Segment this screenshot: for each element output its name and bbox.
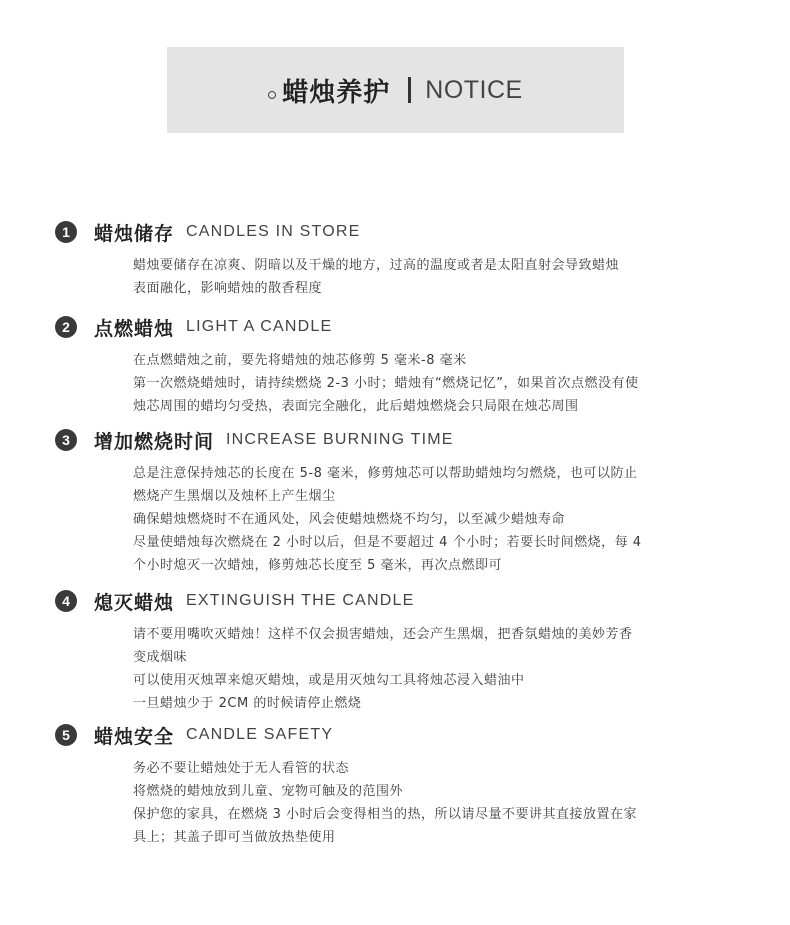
section-title-cn: 点燃蜡烛 — [94, 317, 175, 340]
section-title-en: CANDLES IN STORE — [186, 223, 361, 240]
title-banner — [167, 47, 624, 133]
body-line: 表面融化，影响蜡烛的散香程度 — [133, 281, 323, 296]
body-line: 总是注意保持烛芯的长度在 5-8 毫米，修剪烛芯可以帮助蜡烛均匀燃烧，也可以防止 — [133, 466, 638, 481]
section-header — [55, 313, 755, 341]
section-extinguish — [55, 587, 755, 715]
section-header — [55, 426, 755, 454]
number-badge-icon: 1 — [55, 221, 77, 243]
section-safety — [55, 721, 755, 849]
title-separator — [408, 77, 411, 103]
section-body — [133, 623, 755, 715]
number-badge-icon: 5 — [55, 724, 77, 746]
section-header — [55, 587, 755, 615]
body-line: 确保蜡烛燃烧时不在通风处，风会使蜡烛燃烧不均匀，以至减少蜡烛寿命 — [133, 512, 566, 527]
section-body — [133, 757, 755, 849]
body-line: 个小时熄灭一次蜡烛，修剪烛芯长度至 5 毫米，再次点燃即可 — [133, 558, 503, 573]
body-line: 保护您的家具，在燃烧 3 小时后会变得相当的热，所以请尽量不要讲其直接放置在家 — [133, 807, 638, 822]
section-title-cn: 熄灭蜡烛 — [94, 591, 175, 614]
body-line: 尽量使蜡烛每次燃烧在 2 小时以后，但是不要超过 4 个小时；若要长时间燃烧，每 4 — [133, 535, 642, 550]
body-line: 烛芯周围的蜡均匀受热，表面完全融化，此后蜡烛燃烧会只局限在烛芯周围 — [133, 399, 579, 414]
section-store — [55, 218, 755, 300]
body-line: 第一次燃烧蜡烛时，请持续燃烧 2-3 小时；蜡烛有“燃烧记忆”，如果首次点燃没有使 — [133, 376, 639, 391]
number-badge-icon: 3 — [55, 429, 77, 451]
banner-title-cn: 蜡烛养护 — [282, 77, 391, 108]
body-line: 在点燃蜡烛之前，要先将蜡烛的烛芯修剪 5 毫米-8 毫米 — [133, 353, 467, 368]
section-title-cn: 蜡烛储存 — [94, 222, 175, 245]
body-line: 燃烧产生黑烟以及烛杯上产生烟尘 — [133, 489, 336, 504]
body-line: 请不要用嘴吹灭蜡烛！这样不仅会损害蜡烛，还会产生黑烟，把香氛蜡烛的美妙芳香 — [133, 627, 633, 642]
section-header — [55, 721, 755, 749]
body-line: 将燃烧的蜡烛放到儿童、宠物可触及的范围外 — [133, 784, 404, 799]
body-line: 变成烟味 — [133, 650, 188, 665]
section-title-cn: 增加燃烧时间 — [94, 430, 215, 453]
section-title-cn: 蜡烛安全 — [94, 725, 175, 748]
section-header — [55, 218, 755, 246]
body-line: 蜡烛要储存在凉爽、阴暗以及干燥的地方，过高的温度或者是太阳直射会导致蜡烛 — [133, 258, 620, 273]
banner-title-en: NOTICE — [425, 75, 523, 104]
number-badge-icon: 2 — [55, 316, 77, 338]
section-title-en: INCREASE BURNING TIME — [226, 431, 454, 448]
body-line: 具上；其盖子即可当做放热垫使用 — [133, 830, 336, 845]
number-badge-icon: 4 — [55, 590, 77, 612]
section-body — [133, 462, 755, 577]
section-burning-time — [55, 426, 755, 577]
section-title-en: LIGHT A CANDLE — [186, 318, 333, 335]
bullet-dot-icon — [268, 91, 276, 99]
section-body — [133, 349, 755, 418]
section-title-en: EXTINGUISH THE CANDLE — [186, 592, 415, 609]
section-title-en: CANDLE SAFETY — [186, 726, 334, 743]
section-light — [55, 313, 755, 418]
body-line: 务必不要让蜡烛处于无人看管的状态 — [133, 761, 350, 776]
section-body — [133, 254, 755, 300]
body-line: 可以使用灭烛罩来熄灭蜡烛，或是用灭烛勾工具将烛芯浸入蜡油中 — [133, 673, 525, 688]
body-line: 一旦蜡烛少于 2CM 的时候请停止燃烧 — [133, 696, 362, 711]
